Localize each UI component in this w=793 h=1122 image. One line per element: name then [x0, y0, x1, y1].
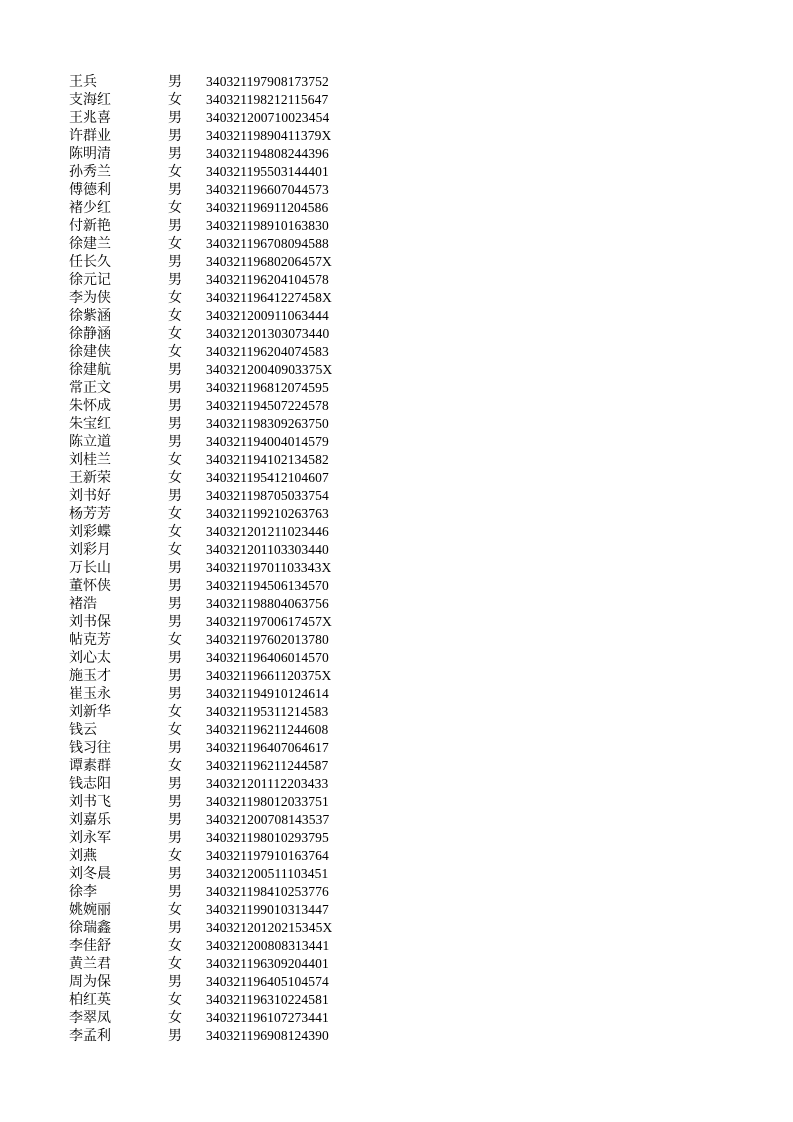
- person-name: 褚少红: [69, 200, 111, 216]
- person-gender: 女: [168, 1010, 182, 1026]
- person-name: 李为侠: [69, 290, 111, 306]
- person-gender: 女: [168, 452, 182, 468]
- person-name: 崔玉永: [69, 686, 111, 702]
- person-id-number: 340321196107273441: [206, 1010, 329, 1025]
- person-gender: 男: [168, 578, 182, 594]
- person-id-number: 340321198910163830: [206, 218, 329, 233]
- table-row: [0, 937, 793, 955]
- person-name: 刘永军: [69, 830, 111, 846]
- person-name: 褚浩: [69, 596, 97, 612]
- table-row: [0, 739, 793, 757]
- person-id-number: 340321194507224578: [206, 398, 329, 413]
- person-name: 周为保: [69, 974, 111, 990]
- person-name: 万长山: [69, 560, 111, 576]
- person-name: 任长久: [69, 254, 111, 270]
- table-row: [0, 541, 793, 559]
- table-row: [0, 721, 793, 739]
- table-row: [0, 991, 793, 1009]
- person-id-number: 34032119701103343X: [206, 560, 332, 575]
- table-row: [0, 505, 793, 523]
- person-id-number: 340321198309263750: [206, 416, 329, 431]
- table-row: [0, 361, 793, 379]
- table-row: [0, 757, 793, 775]
- person-name: 徐建兰: [69, 236, 111, 252]
- person-id-number: 340321199010313447: [206, 902, 329, 917]
- table-row: [0, 955, 793, 973]
- person-id-number: 340321198410253776: [206, 884, 329, 899]
- person-id-number: 34032119641227458X: [206, 290, 332, 305]
- table-row: [0, 163, 793, 181]
- person-gender: 男: [168, 362, 182, 378]
- person-gender: 女: [168, 992, 182, 1008]
- person-id-number: 340321196310224581: [206, 992, 329, 1007]
- person-gender: 女: [168, 902, 182, 918]
- person-name: 李佳舒: [69, 938, 111, 954]
- person-id-number: 340321194808244396: [206, 146, 329, 161]
- table-row: [0, 811, 793, 829]
- person-name: 王兆喜: [69, 110, 111, 126]
- person-gender: 女: [168, 326, 182, 342]
- person-name: 王新荣: [69, 470, 111, 486]
- person-id-number: 340321197602013780: [206, 632, 329, 647]
- person-gender: 男: [168, 254, 182, 270]
- person-id-number: 340321198212115647: [206, 92, 329, 107]
- table-row: [0, 451, 793, 469]
- table-row: [0, 973, 793, 991]
- person-id-number: 34032119700617457X: [206, 614, 332, 629]
- table-row: [0, 793, 793, 811]
- person-name: 帖克芳: [69, 632, 111, 648]
- table-row: [0, 595, 793, 613]
- person-gender: 男: [168, 146, 182, 162]
- person-gender: 男: [168, 740, 182, 756]
- person-gender: 女: [168, 758, 182, 774]
- person-gender: 男: [168, 668, 182, 684]
- person-name: 刘嘉乐: [69, 812, 111, 828]
- person-name: 朱怀成: [69, 398, 111, 414]
- person-gender: 女: [168, 722, 182, 738]
- person-id-number: 340321201112203433: [206, 776, 329, 791]
- person-name: 刘新华: [69, 704, 111, 720]
- person-name: 姚婉丽: [69, 902, 111, 918]
- table-row: [0, 685, 793, 703]
- table-row: [0, 703, 793, 721]
- person-gender: 男: [168, 380, 182, 396]
- person-name: 朱宝红: [69, 416, 111, 432]
- person-gender: 男: [168, 812, 182, 828]
- person-id-number: 340321194506134570: [206, 578, 329, 593]
- person-id-number: 340321195412104607: [206, 470, 329, 485]
- person-id-number: 340321199210263763: [206, 506, 329, 521]
- table-row: [0, 865, 793, 883]
- person-name: 刘冬晨: [69, 866, 111, 882]
- person-name: 陈明清: [69, 146, 111, 162]
- person-gender: 男: [168, 866, 182, 882]
- person-id-number: 34032120120215345X: [206, 920, 333, 935]
- table-row: [0, 1009, 793, 1027]
- person-gender: 女: [168, 704, 182, 720]
- person-name: 刘书好: [69, 488, 111, 504]
- table-row: [0, 667, 793, 685]
- person-name: 钱云: [69, 722, 97, 738]
- person-gender: 男: [168, 920, 182, 936]
- table-row: [0, 343, 793, 361]
- person-id-number: 340321196309204401: [206, 956, 329, 971]
- person-name: 徐建航: [69, 362, 111, 378]
- person-id-number: 340321201303073440: [206, 326, 330, 341]
- person-gender: 男: [168, 434, 182, 450]
- person-gender: 男: [168, 1028, 182, 1044]
- table-row: [0, 73, 793, 91]
- person-name: 徐建侠: [69, 344, 111, 360]
- person-name: 陈立道: [69, 434, 111, 450]
- person-gender: 男: [168, 884, 182, 900]
- table-row: [0, 289, 793, 307]
- person-gender: 男: [168, 560, 182, 576]
- person-name: 傅德利: [69, 182, 111, 198]
- person-name: 刘心太: [69, 650, 111, 666]
- person-gender: 男: [168, 74, 182, 90]
- person-name: 徐瑞鑫: [69, 920, 111, 936]
- table-row: [0, 523, 793, 541]
- table-row: [0, 631, 793, 649]
- person-id-number: 340321196607044573: [206, 182, 329, 197]
- table-row: [0, 775, 793, 793]
- person-gender: 男: [168, 686, 182, 702]
- person-gender: 男: [168, 488, 182, 504]
- person-id-number: 340321194910124614: [206, 686, 329, 701]
- table-row: [0, 487, 793, 505]
- person-gender: 女: [168, 200, 182, 216]
- person-gender: 女: [168, 956, 182, 972]
- table-row: [0, 307, 793, 325]
- person-gender: 男: [168, 416, 182, 432]
- person-id-number: 340321198012033751: [206, 794, 329, 809]
- table-row: [0, 91, 793, 109]
- person-gender: 男: [168, 596, 182, 612]
- person-id-number: 340321196908124390: [206, 1028, 329, 1043]
- person-gender: 女: [168, 164, 182, 180]
- table-row: [0, 901, 793, 919]
- person-name: 王兵: [69, 74, 97, 90]
- person-gender: 女: [168, 308, 182, 324]
- person-name: 刘书保: [69, 614, 111, 630]
- person-name: 支海红: [69, 92, 111, 108]
- person-id-number: 340321200511103451: [206, 866, 329, 881]
- person-gender: 女: [168, 524, 182, 540]
- person-name: 柏红英: [69, 992, 111, 1008]
- person-id-number: 340321197910163764: [206, 848, 329, 863]
- table-row: [0, 469, 793, 487]
- person-id-number: 340321201103303440: [206, 542, 329, 557]
- person-name: 李翠凤: [69, 1010, 111, 1026]
- person-id-number: 340321196406014570: [206, 650, 329, 665]
- person-name: 刘彩月: [69, 542, 111, 558]
- person-gender: 男: [168, 110, 182, 126]
- person-id-number: 340321195311214583: [206, 704, 329, 719]
- person-id-number: 34032119890411379X: [206, 128, 332, 143]
- table-row: [0, 145, 793, 163]
- person-gender: 男: [168, 776, 182, 792]
- table-row: [0, 577, 793, 595]
- person-gender: 男: [168, 218, 182, 234]
- table-row: [0, 199, 793, 217]
- person-gender: 女: [168, 470, 182, 486]
- table-row: [0, 253, 793, 271]
- table-row: [0, 919, 793, 937]
- table-row: [0, 559, 793, 577]
- person-id-number: 340321196204104578: [206, 272, 329, 287]
- person-gender: 女: [168, 236, 182, 252]
- person-id-number: 340321194004014579: [206, 434, 329, 449]
- person-name: 孙秀兰: [69, 164, 111, 180]
- person-name: 常正文: [69, 380, 111, 396]
- table-row: [0, 613, 793, 631]
- table-row: [0, 433, 793, 451]
- person-gender: 男: [168, 794, 182, 810]
- person-gender: 女: [168, 506, 182, 522]
- person-name: 许群业: [69, 128, 111, 144]
- person-id-number: 34032119661120375X: [206, 668, 332, 683]
- table-row: [0, 847, 793, 865]
- person-name: 刘桂兰: [69, 452, 111, 468]
- table-row: [0, 325, 793, 343]
- person-gender: 女: [168, 848, 182, 864]
- person-gender: 男: [168, 272, 182, 288]
- person-name: 刘书飞: [69, 794, 111, 810]
- person-id-number: 34032119680206457X: [206, 254, 332, 269]
- person-id-number: 340321196211244587: [206, 758, 329, 773]
- person-gender: 男: [168, 182, 182, 198]
- person-id-number: 340321198705033754: [206, 488, 329, 503]
- person-gender: 男: [168, 830, 182, 846]
- person-id-number: 340321200708143537: [206, 812, 330, 827]
- person-gender: 男: [168, 398, 182, 414]
- person-id-number: 340321196204074583: [206, 344, 329, 359]
- table-row: [0, 415, 793, 433]
- person-name: 钱志阳: [69, 776, 111, 792]
- person-gender: 女: [168, 542, 182, 558]
- person-id-number: 340321196407064617: [206, 740, 329, 755]
- person-id-number: 340321195503144401: [206, 164, 329, 179]
- table-row: [0, 235, 793, 253]
- table-row: [0, 649, 793, 667]
- person-id-number: 340321200710023454: [206, 110, 330, 125]
- table-row: [0, 883, 793, 901]
- person-id-number: 340321198804063756: [206, 596, 329, 611]
- table-row: [0, 109, 793, 127]
- person-id-number: 340321197908173752: [206, 74, 329, 89]
- person-gender: 男: [168, 974, 182, 990]
- table-row: [0, 217, 793, 235]
- table-row: [0, 271, 793, 289]
- table-row: [0, 397, 793, 415]
- person-name: 徐静涵: [69, 326, 111, 342]
- table-row: [0, 1027, 793, 1045]
- person-gender: 男: [168, 128, 182, 144]
- person-name: 黄兰君: [69, 956, 111, 972]
- person-name: 李孟利: [69, 1028, 111, 1044]
- table-row: [0, 829, 793, 847]
- person-name: 徐元记: [69, 272, 111, 288]
- person-name: 杨芳芳: [69, 506, 111, 522]
- person-name: 徐紫涵: [69, 308, 111, 324]
- person-name: 刘彩蝶: [69, 524, 111, 540]
- person-name: 施玉才: [69, 668, 111, 684]
- person-gender: 女: [168, 290, 182, 306]
- person-gender: 男: [168, 614, 182, 630]
- table-row: [0, 379, 793, 397]
- person-id-number: 340321194102134582: [206, 452, 329, 467]
- person-id-number: 340321200808313441: [206, 938, 330, 953]
- person-id-number: 340321196211244608: [206, 722, 329, 737]
- person-name: 徐李: [69, 884, 97, 900]
- person-id-number: 34032120040903375X: [206, 362, 333, 377]
- person-id-number: 340321201211023446: [206, 524, 329, 539]
- table-row: [0, 127, 793, 145]
- table-row: [0, 181, 793, 199]
- person-id-number: 340321196812074595: [206, 380, 329, 395]
- person-gender: 女: [168, 632, 182, 648]
- person-name: 董怀侠: [69, 578, 111, 594]
- person-gender: 女: [168, 344, 182, 360]
- person-name: 钱习往: [69, 740, 111, 756]
- roster-table: [0, 73, 793, 1045]
- person-gender: 女: [168, 938, 182, 954]
- person-gender: 男: [168, 650, 182, 666]
- person-name: 谭素群: [69, 758, 111, 774]
- person-id-number: 340321196405104574: [206, 974, 329, 989]
- person-id-number: 340321196911204586: [206, 200, 329, 215]
- person-id-number: 340321200911063444: [206, 308, 329, 323]
- person-id-number: 340321198010293795: [206, 830, 329, 845]
- person-name: 刘燕: [69, 848, 97, 864]
- person-id-number: 340321196708094588: [206, 236, 329, 251]
- person-name: 付新艳: [69, 218, 111, 234]
- person-gender: 女: [168, 92, 182, 108]
